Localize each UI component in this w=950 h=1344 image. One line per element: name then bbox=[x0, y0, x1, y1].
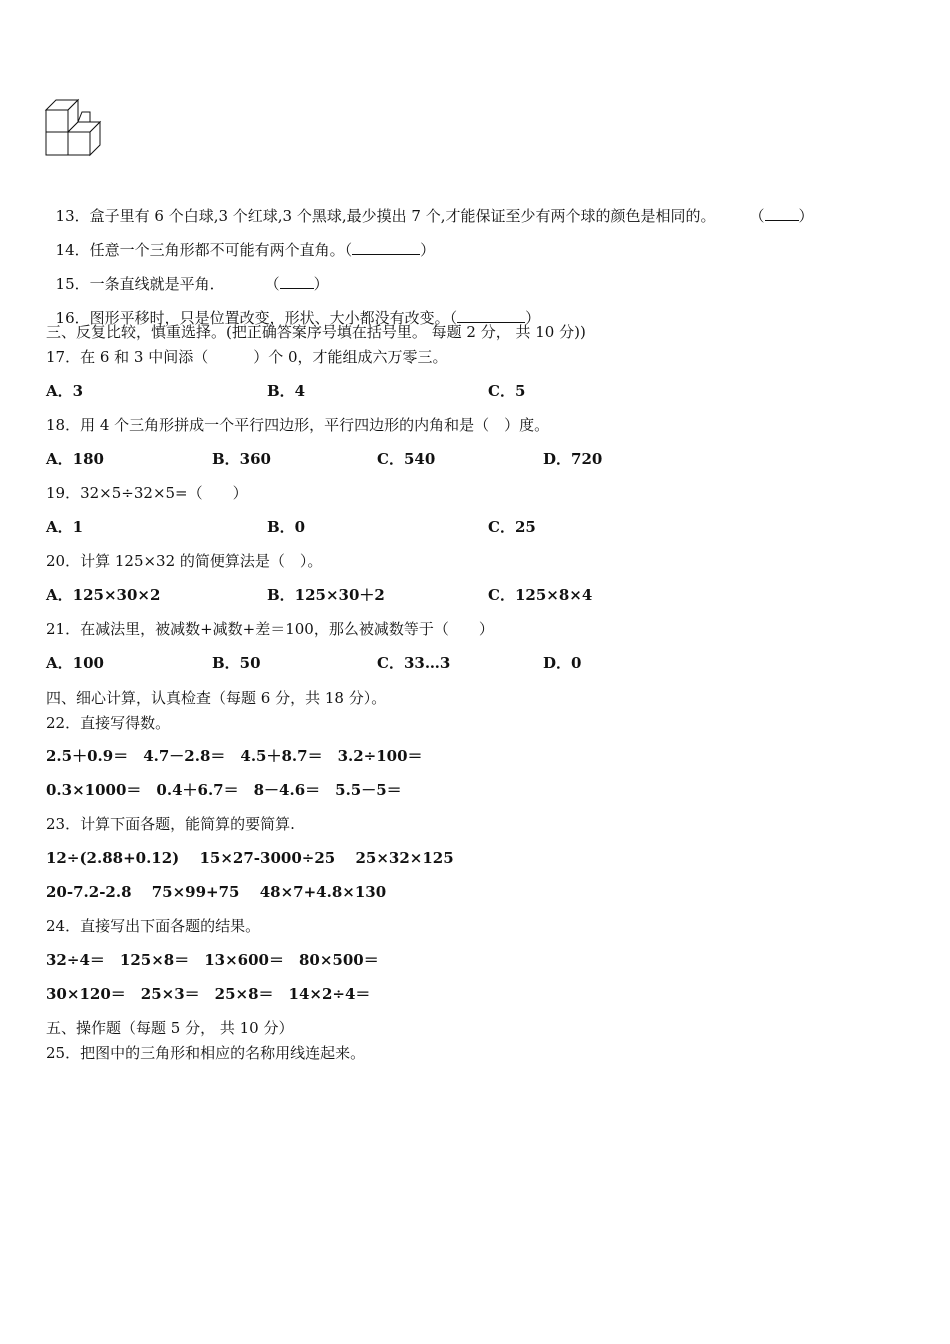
option-a[interactable]: A．3 bbox=[46, 382, 84, 400]
option-c[interactable]: C．540 bbox=[377, 450, 436, 468]
question-18: 18．用 4 个三角形拼成一个平行四边形，平行四边形的内角和是（ ）度。 bbox=[46, 416, 550, 434]
section-5-heading: 五、操作题（每题 5 分， 共 10 分） bbox=[46, 1019, 294, 1037]
option-a[interactable]: A．180 bbox=[46, 450, 104, 468]
option-b[interactable]: B．0 bbox=[267, 518, 306, 536]
question-23: 23．计算下面各题，能简算的要简算. bbox=[46, 815, 295, 833]
answer-blank[interactable] bbox=[765, 206, 799, 221]
answer-blank[interactable] bbox=[457, 308, 525, 323]
option-b[interactable]: B．125×30＋2 bbox=[267, 586, 385, 604]
question-21: 21．在减法里，被减数+减数+差＝100，那么被减数等于（ ） bbox=[46, 620, 494, 638]
section-3-heading: 三、反复比较，慎重选择。(把正确答案序号填在括号里。 每题 2 分， 共 10 分)) bbox=[46, 323, 586, 341]
calc-row: 2.5＋0.9＝ 4.7－2.8＝ 4.5＋8.7＝ 3.2÷100＝ bbox=[46, 747, 423, 765]
calc-row: 30×120＝ 25×3＝ 25×8＝ 14×2÷4＝ bbox=[46, 985, 371, 1003]
question-15: 15．一条直线就是平角． （ ） bbox=[55, 275, 329, 293]
question-17: 17．在 6 和 3 中间添（ ）个 0，才能组成六万零三。 bbox=[46, 348, 448, 366]
stacked-cubes-figure bbox=[44, 98, 106, 158]
question-19: 19．32×5÷32×5=（ ） bbox=[46, 484, 248, 502]
question-14: 14．任意一个三角形都不可能有两个直角。（ ） bbox=[55, 241, 436, 259]
option-b[interactable]: B．360 bbox=[212, 450, 271, 468]
question-13: 13．盒子里有 6 个白球,3 个红球,3 个黑球,最少摸出 7 个,才能保证至少有两个球的颜色是相同的。 （ ） bbox=[55, 207, 814, 225]
calc-row: 12÷(2.88+0.12) 15×27-3000÷25 25×32×125 bbox=[46, 849, 454, 867]
question-20: 20．计算 125×32 的简便算法是（ ）。 bbox=[46, 552, 323, 570]
answer-blank[interactable] bbox=[280, 274, 314, 289]
section-4-heading: 四、细心计算，认真检查（每题 6 分，共 18 分）。 bbox=[46, 689, 387, 707]
calc-row: 20-7.2-2.8 75×99+75 48×7+4.8×130 bbox=[46, 883, 387, 901]
option-a[interactable]: A．125×30×2 bbox=[46, 586, 161, 604]
option-c[interactable]: C．125×8×4 bbox=[488, 586, 593, 604]
answer-blank[interactable] bbox=[352, 240, 420, 255]
calc-row: 0.3×1000＝ 0.4＋6.7＝ 8－4.6＝ 5.5－5＝ bbox=[46, 781, 402, 799]
question-16: 16．图形平移时，只是位置改变，形状、大小都没有改变。（ ） bbox=[55, 309, 541, 327]
option-a[interactable]: A．1 bbox=[46, 518, 84, 536]
option-c[interactable]: C．5 bbox=[488, 382, 526, 400]
option-c[interactable]: C．33…3 bbox=[377, 654, 451, 672]
option-d[interactable]: D．0 bbox=[543, 654, 582, 672]
question-25: 25．把图中的三角形和相应的名称用线连起来。 bbox=[46, 1044, 366, 1062]
option-a[interactable]: A．100 bbox=[46, 654, 104, 672]
option-d[interactable]: D．720 bbox=[543, 450, 603, 468]
question-22: 22．直接写得数。 bbox=[46, 714, 171, 732]
option-b[interactable]: B．4 bbox=[267, 382, 306, 400]
question-24: 24．直接写出下面各题的结果。 bbox=[46, 917, 261, 935]
option-c[interactable]: C．25 bbox=[488, 518, 536, 536]
calc-row: 32÷4＝ 125×8＝ 13×600＝ 80×500＝ bbox=[46, 951, 379, 969]
option-b[interactable]: B．50 bbox=[212, 654, 261, 672]
